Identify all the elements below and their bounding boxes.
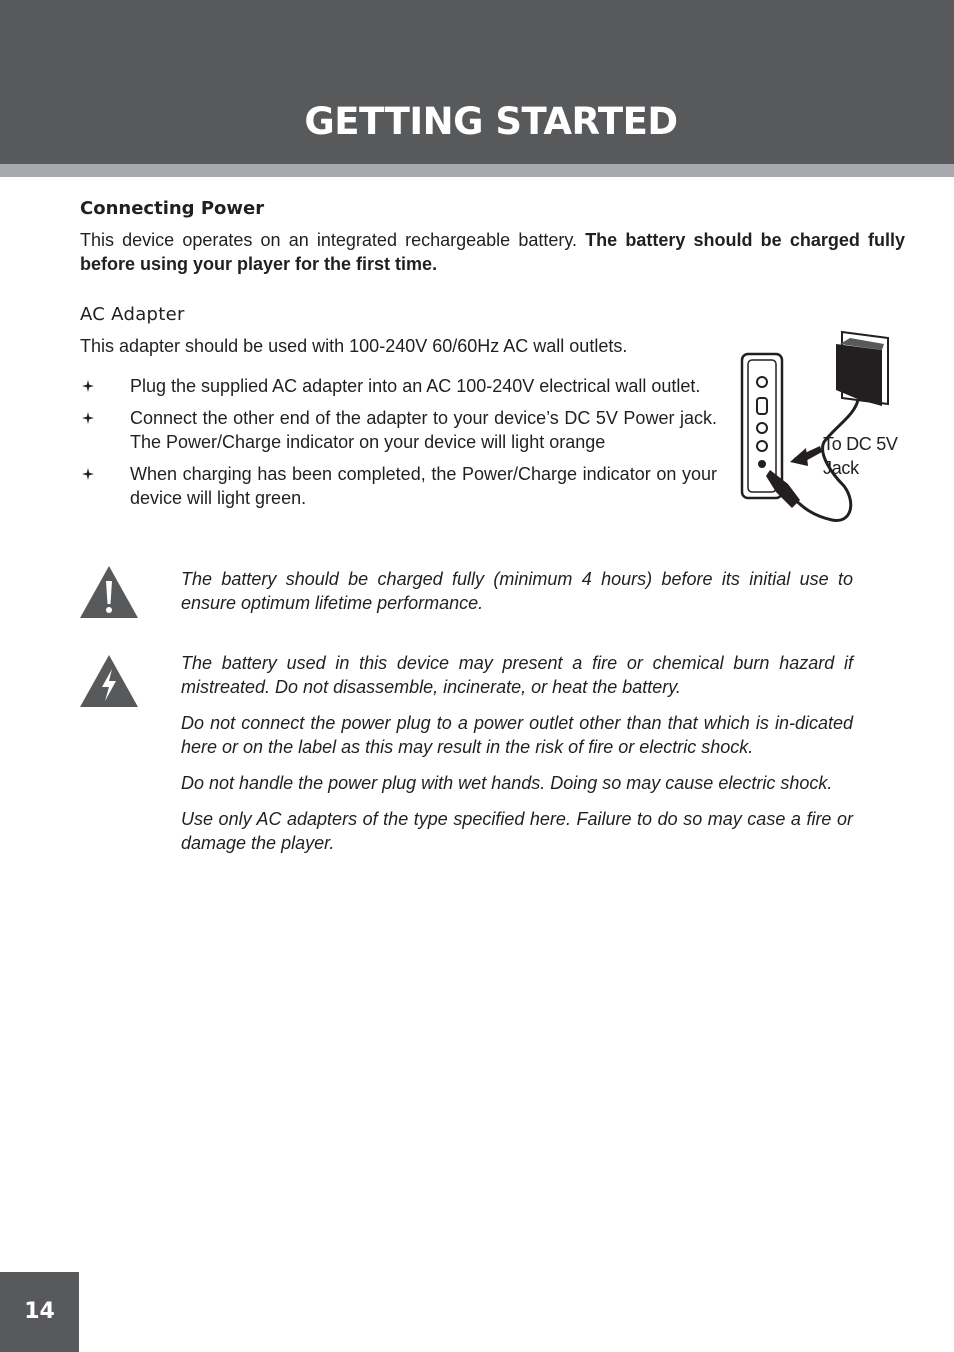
lightning-triangle-icon [80,655,138,707]
list-item-text: Plug the supplied AC adapter into an AC 100-240V electrical wall outlet. [130,376,701,396]
exclamation-triangle-icon [80,566,138,618]
four-point-star-icon [80,462,96,486]
instruction-list [80,374,717,518]
section-heading-connecting-power: Connecting Power [80,198,265,219]
list-item-text: Connect the other end of the adapter to your device’s DC 5V Power jack. The Power/Charge indicator on your device will light orange [130,408,717,452]
four-point-star-icon [80,406,96,430]
shock-hazard-notes [181,651,853,867]
connecting-power-intro [80,228,905,276]
figure-label: To DC 5V Jack [823,434,898,478]
shock-note-text: Do not connect the power plug to a power outlet other than that which is in-dicated here or on the label as this may result in the risk of fire or electric shock. [181,713,853,757]
list-item [80,374,717,398]
shock-note-text: Use only AC adapters of the type specified here. Failure to do so may case a fire or damage the player. [181,809,853,853]
caution-note-text: The battery should be charged fully (minimum 4 hours) before its initial use to ensure optimum lifetime performance. [181,569,853,613]
intro-bold-text: The battery should be charged fully before using your player for the first time. [80,230,905,274]
shock-note-text: The battery used in this device may present a fire or chemical burn hazard if mistreated. Do not disassemble, incinerate, or heat the battery. [181,653,853,697]
list-item-text: When charging has been completed, the Power/Charge indicator on your device will light green. [130,464,717,508]
page-title: GETTING STARTED [304,100,678,143]
list-item [80,462,717,510]
intro-plain-text: This device operates on an integrated rechargeable battery. [80,230,586,250]
adapter-connection-illustration [736,324,916,530]
sub-heading-ac-adapter: AC Adapter [80,304,185,325]
four-point-star-icon [80,374,96,398]
shock-note-text: Do not handle the power plug with wet hands. Doing so may cause electric shock. [181,773,833,793]
page-number: 14 [24,1299,55,1324]
header-stripe [0,164,954,177]
list-item [80,406,717,454]
caution-note [181,567,853,627]
ac-adapter-intro: This adapter should be used with 100-240V 60/60Hz AC wall outlets. [80,336,628,356]
